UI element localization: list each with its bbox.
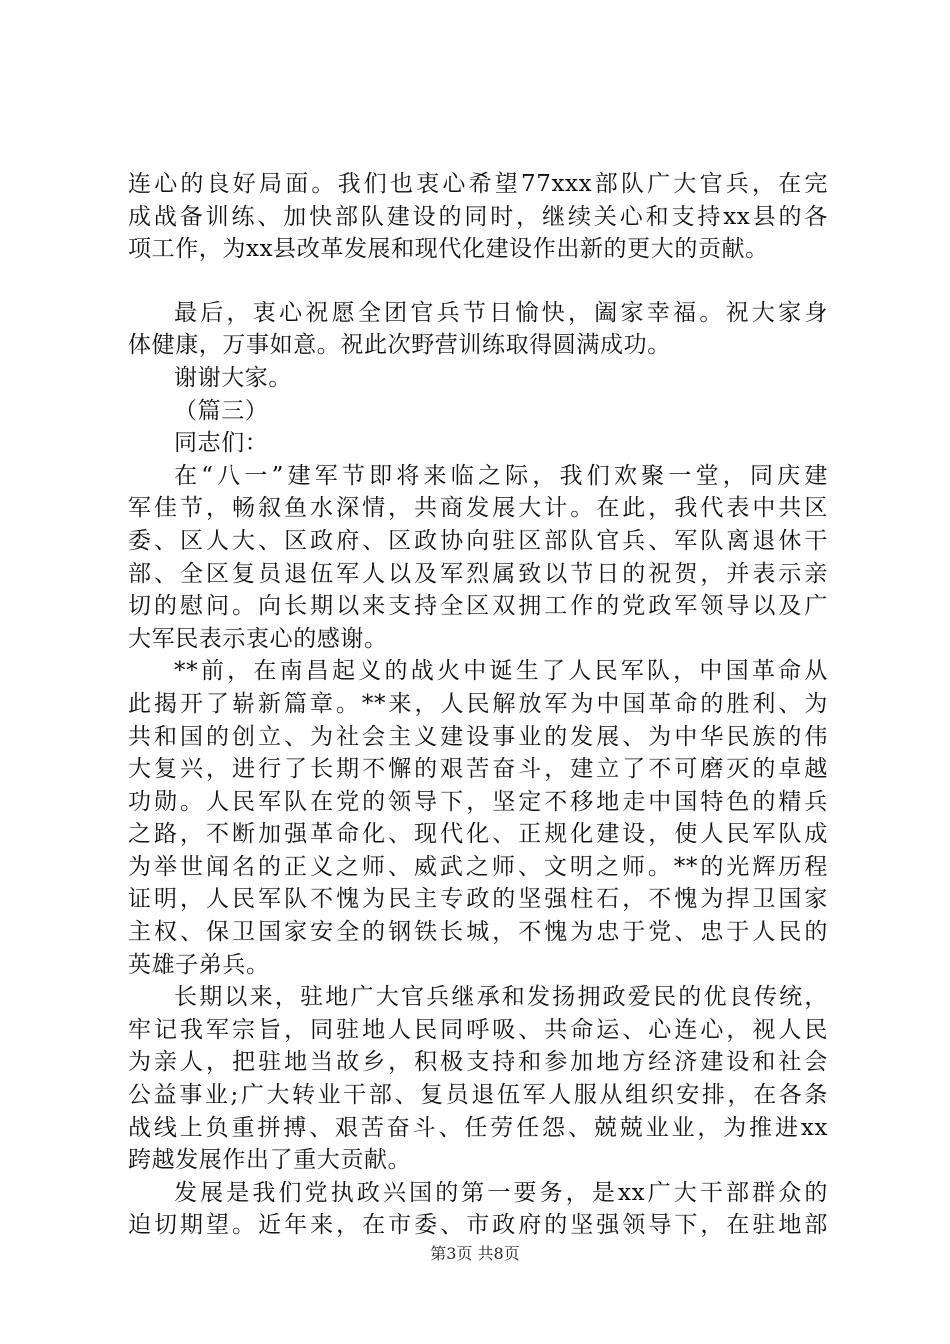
paragraph-line: 长期以来，驻地广大官兵继承和发扬拥政爱民的优良传统， — [174, 984, 828, 1011]
paragraph-line: 军佳节，畅叙鱼水深情，共商发展大计。在此，我代表中共区 — [128, 495, 828, 522]
paragraph-line: 部、全区复员退伍军人以及军烈属致以节日的祝贺，并表示亲 — [128, 560, 828, 587]
paragraph-line: 最后，衷心祝愿全团官兵节日愉快，阖家幸福。祝大家身 — [174, 299, 828, 326]
section-heading: （篇三） — [174, 397, 269, 424]
document-body — [128, 168, 828, 1242]
salutation: 同志们： — [174, 430, 269, 457]
closing-line: 谢谢大家。 — [174, 364, 292, 391]
paragraph-line: 功勋。人民军队在党的领导下，坚定不移地走中国特色的精兵 — [128, 788, 828, 815]
paragraph-line: 共和国的创立、为社会主义建设事业的发展、为中华民族的伟 — [128, 723, 828, 750]
paragraph-line: 迫切期望。近年来，在市委、市政府的坚强领导下，在驻地部 — [128, 1212, 828, 1239]
paragraph-line: 战线上负重拼搏、艰苦奋斗、任劳任怨、兢兢业业，为推进xx — [128, 1114, 828, 1141]
paragraph-line: 证明，人民军队不愧为民主专政的坚强柱石，不愧为捍卫国家 — [128, 886, 828, 913]
paragraph-gap — [128, 266, 828, 297]
paragraph-line: 此揭开了崭新篇章。**来，人民解放军为中国革命的胜利、为 — [128, 690, 828, 717]
paragraph-line: 大军民表示衷心的感谢。 — [128, 625, 388, 652]
paragraph-line: 英雄子弟兵。 — [128, 951, 270, 978]
paragraph-line: 为举世闻名的正义之师、威武之师、文明之师。**的光辉历程 — [128, 853, 828, 880]
page-footer: 第3页 共8页 — [430, 1244, 520, 1263]
paragraph-line: 公益事业;广大转业干部、复员退伍军人服从组织安排，在各条 — [128, 1082, 828, 1109]
paragraph-line: 之路，不断加强革命化、现代化、正规化建设，使人民军队成 — [128, 821, 828, 848]
paragraph-line: 主权、保卫国家安全的钢铁长城，不愧为忠于党、忠于人民的 — [128, 919, 828, 946]
paragraph-line: 大复兴，进行了长期不懈的艰苦奋斗，建立了不可磨灭的卓越 — [128, 756, 828, 783]
paragraph-line: 体健康，万事如意。祝此次野营训练取得圆满成功。 — [128, 332, 671, 359]
paragraph-line: 委、区人大、区政府、区政协向驻区部队官兵、军队离退休干 — [128, 527, 828, 554]
paragraph-line: 在“八一”建军节即将来临之际，我们欢聚一堂，同庆建 — [174, 462, 828, 489]
paragraph-line: 发展是我们党执政兴国的第一要务，是xx广大干部群众的 — [174, 1179, 828, 1206]
paragraph-line: 项工作，为xx县改革发展和现代化建设作出新的更大的贡献。 — [128, 236, 769, 263]
paragraph-line: 牢记我军宗旨，同驻地人民同呼吸、共命运、心连心，视人民 — [128, 1016, 828, 1043]
paragraph-line: 切的慰问。向长期以来支持全区双拥工作的党政军领导以及广 — [128, 593, 828, 620]
paragraph-line: 连心的良好局面。我们也衷心希望77xxx部队广大官兵，在完 — [128, 171, 828, 197]
paragraph-line: 成战备训练、加快部队建设的同时，继续关心和支持xx县的各 — [128, 203, 828, 230]
paragraph-line: 跨越发展作出了重大贡献。 — [128, 1147, 412, 1174]
paragraph-line: **前，在南昌起义的战火中诞生了人民军队，中国革命从 — [174, 658, 828, 685]
paragraph-line: 为亲人，把驻地当故乡，积极支持和参加地方经济建设和社会 — [128, 1049, 828, 1076]
